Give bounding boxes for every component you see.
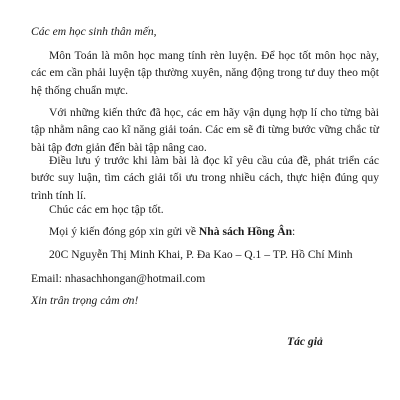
paragraph-read-carefully: Điều lưu ý trước khi làm bài là đọc kĩ yêu cầu của đề, phát triển các bước suy luận, tìm cách giải tối ưu trong nhiều cách, thực hiện đúng quy trình tính lí. <box>31 154 379 202</box>
email-address: nhasachhongan@hotmail.com <box>64 272 206 285</box>
paragraph-good-wishes: Chúc các em học tập tốt. <box>49 203 164 216</box>
email-line <box>31 270 379 287</box>
paragraph-study-practice: Môn Toán là môn học mang tính rèn luyện. Để học tốt môn học này, các em cần phải luyện tập thường xuyên, năng động trong tư duy theo một hệ thống chuẩn mực. <box>31 49 379 97</box>
publisher-suffix: : <box>292 225 296 238</box>
paragraph-apply-knowledge: Với những kiến thức đã học, các em hãy vận dụng hợp lí cho từng bài tập nhằm nâng cao kĩ năng giải toán. Các em sẽ đi từng bước vững chắc từ bài tập đơn giản đến bài tập nâng cao. <box>31 106 379 154</box>
publisher-address: 20C Nguyễn Thị Minh Khai, P. Đa Kao – Q.1 – TP. Hồ Chí Minh <box>49 248 353 261</box>
publisher-name: Nhà sách Hồng Ân <box>198 225 293 238</box>
greeting: Các em học sinh thân mến, <box>31 25 157 38</box>
author-signature: Tác giả <box>287 335 323 348</box>
email-label: Email: <box>31 272 65 285</box>
feedback-intro: Mọi ý kiến đóng góp xin gửi về <box>49 225 199 238</box>
thanks-line: Xin trân trọng cảm ơn! <box>31 294 139 307</box>
feedback-line <box>31 223 379 240</box>
